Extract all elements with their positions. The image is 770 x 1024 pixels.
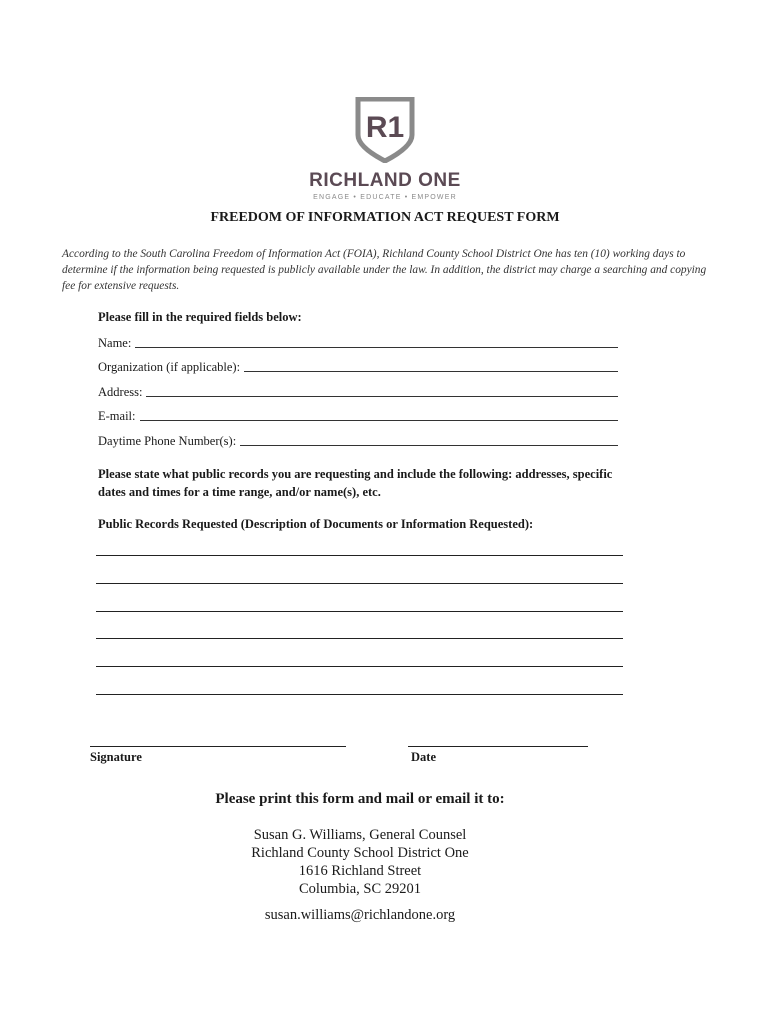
phone-label: Daytime Phone Number(s):	[98, 434, 237, 448]
brand-name: RICHLAND ONE	[309, 170, 461, 191]
date-line[interactable]	[408, 746, 588, 747]
name-label: Name:	[98, 336, 132, 350]
signature-line[interactable]	[90, 746, 346, 747]
shield-logo-icon	[355, 97, 415, 163]
description-line[interactable]	[96, 638, 623, 639]
records-heading: Public Records Requested (Description of Documents or Information Requested):	[98, 517, 534, 531]
organization-label: Organization (if applicable):	[98, 360, 241, 374]
organization-field[interactable]	[98, 357, 618, 375]
address-input-line[interactable]	[146, 384, 618, 397]
phone-input-line[interactable]	[240, 433, 618, 446]
records-instructions: Please state what public records you are requesting and include the following: addresses, specific dates and times for a time range, and/or name(s), etc.	[98, 467, 613, 499]
form-title: FREEDOM OF INFORMATION ACT REQUEST FORM	[210, 210, 560, 225]
email-label: E-mail:	[98, 409, 136, 423]
description-line[interactable]	[96, 583, 623, 584]
brand-tagline: ENGAGE • EDUCATE • EMPOWER	[313, 194, 457, 201]
required-fields-heading: Please fill in the required fields below:	[98, 310, 302, 324]
svg-text:R1: R1	[365, 111, 405, 144]
phone-field[interactable]	[98, 431, 618, 449]
name-input-line[interactable]	[135, 335, 618, 348]
email-field[interactable]	[98, 406, 618, 424]
description-line[interactable]	[96, 611, 623, 612]
recipient-street: 1616 Richland Street	[298, 863, 422, 879]
description-line[interactable]	[96, 694, 623, 695]
email-input-line[interactable]	[140, 408, 619, 421]
address-field[interactable]	[98, 382, 618, 400]
organization-input-line[interactable]	[244, 359, 618, 372]
richland-one-logo	[355, 97, 415, 163]
signature-label: Signature	[90, 750, 142, 764]
description-line[interactable]	[96, 666, 623, 667]
intro-paragraph: According to the South Carolina Freedom of Information Act (FOIA), Richland County School District One has ten (10) working days to determine if the information being requested is publicly available under the law. In addition, the district may charge a searching and copying fee for extensive requests.	[62, 248, 707, 292]
recipient-name: Susan G. Williams, General Counsel	[253, 827, 467, 843]
name-field[interactable]	[98, 333, 618, 351]
recipient-organization: Richland County School District One	[251, 845, 469, 861]
address-label: Address:	[98, 385, 143, 399]
recipient-email[interactable]: susan.williams@richlandone.org	[264, 907, 456, 923]
description-line[interactable]	[96, 555, 623, 556]
mailing-heading: Please print this form and mail or email it to:	[215, 791, 505, 807]
recipient-city: Columbia, SC 29201	[298, 881, 422, 897]
date-label: Date	[411, 750, 436, 764]
